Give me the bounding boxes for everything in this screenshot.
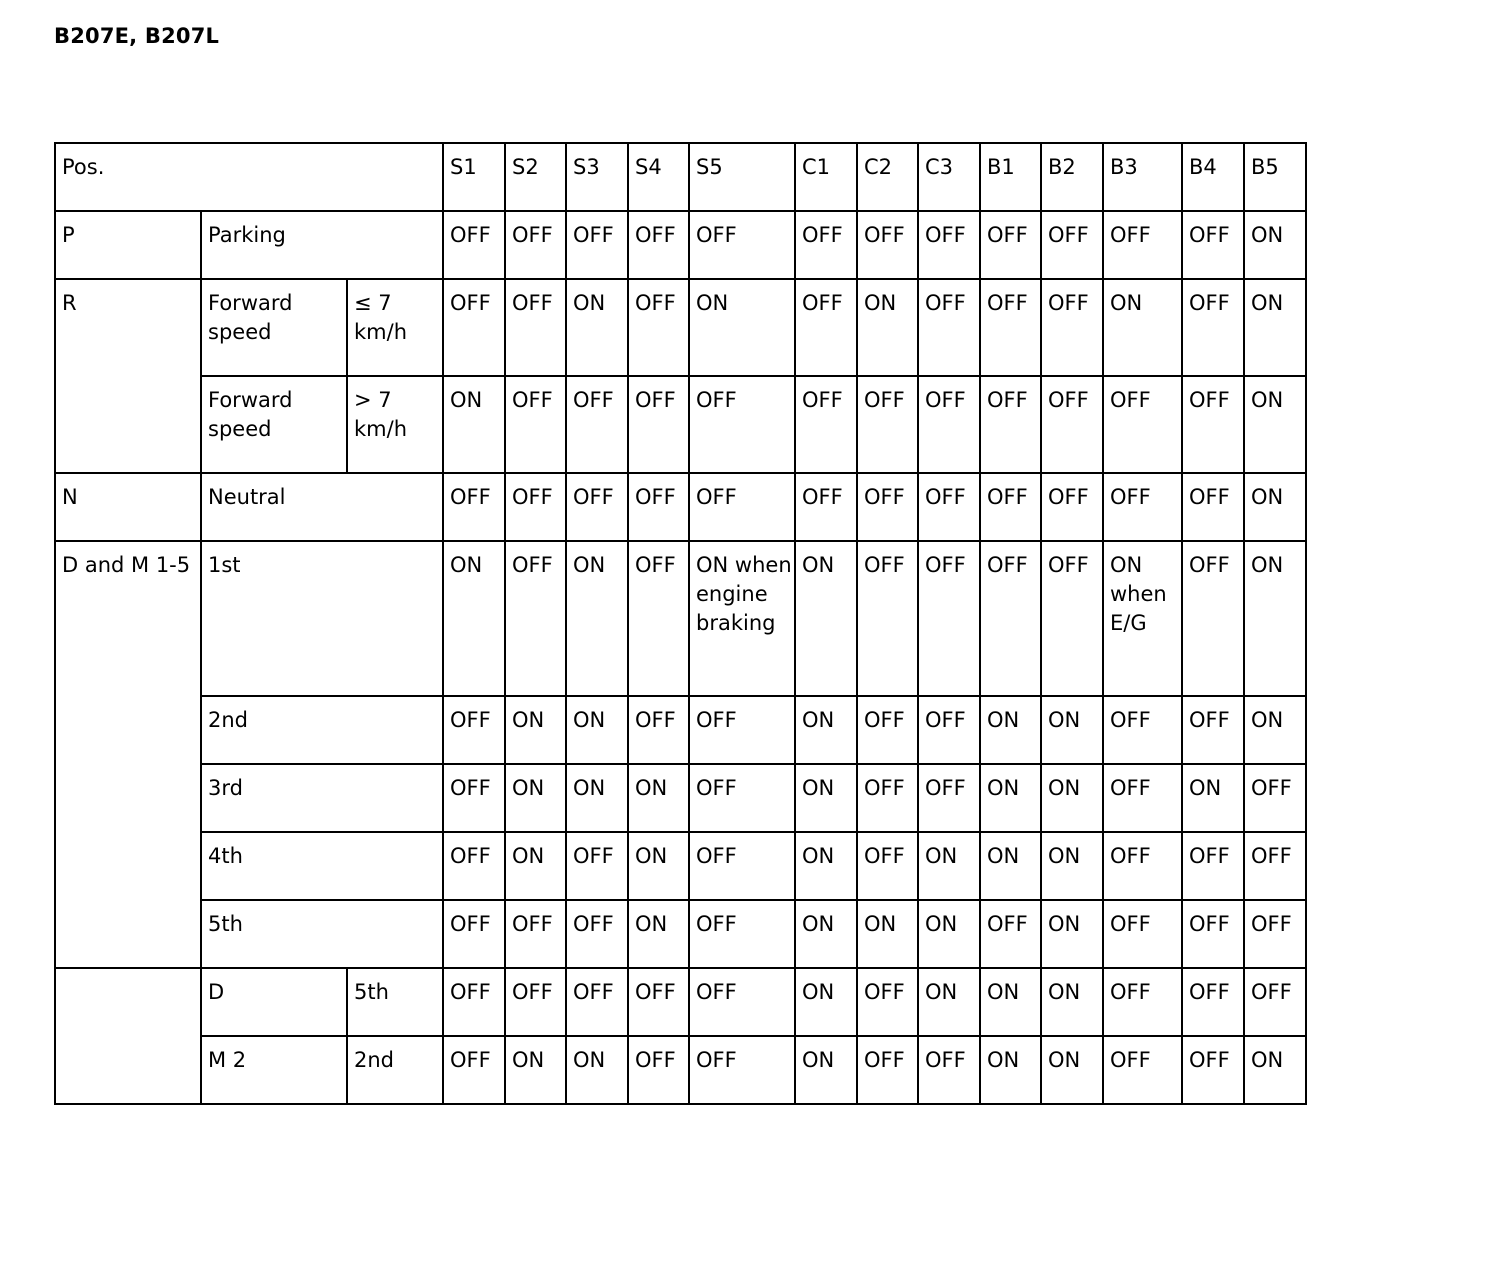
state-cell-b2: OFF: [1041, 473, 1103, 541]
state-cell-s2: OFF: [505, 541, 566, 696]
table-row-3rd: [55, 764, 1306, 832]
state-cell-c1: ON: [795, 1036, 857, 1104]
state-cell-c2: OFF: [857, 968, 918, 1036]
state-cell-s3: ON: [566, 1036, 628, 1104]
table-row-reverse-slow: [55, 279, 1306, 376]
state-cell-s5: OFF: [689, 376, 795, 473]
state-cell-b1: ON: [980, 764, 1041, 832]
condition-cell: 5th: [347, 968, 443, 1036]
state-cell-c1: ON: [795, 968, 857, 1036]
state-cell-c2: OFF: [857, 211, 918, 279]
state-cell-b3: OFF: [1103, 376, 1182, 473]
state-cell-s2: ON: [505, 696, 566, 764]
state-cell-s5: OFF: [689, 832, 795, 900]
state-cell-c1: OFF: [795, 473, 857, 541]
state-cell-c3: OFF: [918, 696, 980, 764]
state-cell-b2: ON: [1041, 764, 1103, 832]
state-cell-s4: OFF: [628, 473, 689, 541]
state-cell-s1: OFF: [443, 696, 505, 764]
header-b3: B3: [1103, 143, 1182, 211]
condition-cell: > 7 km/h: [347, 376, 443, 473]
state-cell-b4: OFF: [1182, 541, 1244, 696]
state-cell-c2: OFF: [857, 764, 918, 832]
table-row-m2-2nd: [55, 1036, 1306, 1104]
header-s3: S3: [566, 143, 628, 211]
state-cell-s2: OFF: [505, 211, 566, 279]
state-cell-b4: OFF: [1182, 900, 1244, 968]
state-cell-b1: OFF: [980, 473, 1041, 541]
state-cell-b5: OFF: [1244, 832, 1306, 900]
state-cell-s5: ON when engine braking: [689, 541, 795, 696]
state-cell-c3: OFF: [918, 473, 980, 541]
position-cell: P: [55, 211, 201, 279]
state-cell-b4: OFF: [1182, 211, 1244, 279]
state-cell-s1: OFF: [443, 211, 505, 279]
state-cell-b1: ON: [980, 1036, 1041, 1104]
state-cell-b5: ON: [1244, 376, 1306, 473]
state-cell-c2: OFF: [857, 832, 918, 900]
state-cell-c2: OFF: [857, 1036, 918, 1104]
state-cell-b1: OFF: [980, 211, 1041, 279]
state-cell-s5: OFF: [689, 211, 795, 279]
state-cell-s3: OFF: [566, 832, 628, 900]
state-cell-b1: OFF: [980, 376, 1041, 473]
header-b1: B1: [980, 143, 1041, 211]
state-cell-b5: ON: [1244, 1036, 1306, 1104]
state-cell-b2: ON: [1041, 1036, 1103, 1104]
state-cell-s5: OFF: [689, 900, 795, 968]
state-cell-b4: OFF: [1182, 968, 1244, 1036]
state-cell-c1: ON: [795, 764, 857, 832]
state-cell-c1: ON: [795, 832, 857, 900]
header-b4: B4: [1182, 143, 1244, 211]
state-cell-c2: ON: [857, 279, 918, 376]
state-cell-c3: ON: [918, 900, 980, 968]
state-cell-b5: OFF: [1244, 764, 1306, 832]
state-cell-b3: OFF: [1103, 696, 1182, 764]
state-cell-c1: ON: [795, 541, 857, 696]
state-cell-b1: OFF: [980, 900, 1041, 968]
state-cell-b3: OFF: [1103, 764, 1182, 832]
state-cell-c2: ON: [857, 900, 918, 968]
state-cell-b3: OFF: [1103, 473, 1182, 541]
state-cell-b5: OFF: [1244, 968, 1306, 1036]
description-cell: 4th: [201, 832, 443, 900]
header-b5: B5: [1244, 143, 1306, 211]
state-cell-s2: OFF: [505, 473, 566, 541]
state-cell-b1: OFF: [980, 541, 1041, 696]
state-cell-b2: OFF: [1041, 376, 1103, 473]
state-cell-b2: ON: [1041, 696, 1103, 764]
state-cell-s2: OFF: [505, 968, 566, 1036]
state-cell-b2: ON: [1041, 900, 1103, 968]
state-cell-s1: OFF: [443, 279, 505, 376]
state-cell-s3: ON: [566, 279, 628, 376]
state-cell-s1: OFF: [443, 968, 505, 1036]
state-cell-b5: ON: [1244, 473, 1306, 541]
description-cell: Forward speed: [201, 279, 347, 376]
state-cell-b4: OFF: [1182, 696, 1244, 764]
state-cell-b4: OFF: [1182, 473, 1244, 541]
state-cell-s4: ON: [628, 764, 689, 832]
state-cell-s2: ON: [505, 832, 566, 900]
state-cell-b5: ON: [1244, 211, 1306, 279]
header-c2: C2: [857, 143, 918, 211]
state-cell-s3: OFF: [566, 376, 628, 473]
description-cell: 3rd: [201, 764, 443, 832]
state-cell-s4: ON: [628, 900, 689, 968]
condition-cell: ≤ 7 km/h: [347, 279, 443, 376]
state-cell-b3: OFF: [1103, 968, 1182, 1036]
header-c3: C3: [918, 143, 980, 211]
state-cell-b1: ON: [980, 696, 1041, 764]
state-cell-b2: ON: [1041, 968, 1103, 1036]
state-cell-s1: OFF: [443, 1036, 505, 1104]
state-cell-b3: ON when E/G: [1103, 541, 1182, 696]
state-cell-s3: OFF: [566, 968, 628, 1036]
state-cell-s2: ON: [505, 764, 566, 832]
state-cell-s2: OFF: [505, 279, 566, 376]
state-cell-s2: ON: [505, 1036, 566, 1104]
state-cell-s1: ON: [443, 541, 505, 696]
state-cell-s2: OFF: [505, 900, 566, 968]
state-cell-s4: OFF: [628, 376, 689, 473]
state-cell-b3: OFF: [1103, 832, 1182, 900]
state-cell-s5: OFF: [689, 764, 795, 832]
description-cell: Neutral: [201, 473, 443, 541]
description-cell: Parking: [201, 211, 443, 279]
state-cell-b1: ON: [980, 968, 1041, 1036]
state-cell-b1: ON: [980, 832, 1041, 900]
state-cell-c1: OFF: [795, 376, 857, 473]
state-cell-c3: OFF: [918, 764, 980, 832]
description-cell: Forward speed: [201, 376, 347, 473]
state-cell-b5: ON: [1244, 279, 1306, 376]
position-cell: R: [55, 279, 201, 473]
header-c1: C1: [795, 143, 857, 211]
state-cell-s4: OFF: [628, 968, 689, 1036]
state-cell-s1: ON: [443, 376, 505, 473]
table-row-2nd: [55, 696, 1306, 764]
state-cell-s3: ON: [566, 696, 628, 764]
state-cell-b5: ON: [1244, 541, 1306, 696]
state-cell-c3: ON: [918, 968, 980, 1036]
state-cell-b4: OFF: [1182, 832, 1244, 900]
description-cell: 1st: [201, 541, 443, 696]
state-cell-s5: ON: [689, 279, 795, 376]
state-cell-s4: OFF: [628, 541, 689, 696]
header-s4: S4: [628, 143, 689, 211]
state-cell-b3: OFF: [1103, 900, 1182, 968]
position-cell: D and M 1-5: [55, 541, 201, 968]
state-cell-c1: ON: [795, 900, 857, 968]
description-cell: 2nd: [201, 696, 443, 764]
state-cell-c3: OFF: [918, 541, 980, 696]
state-cell-s4: ON: [628, 832, 689, 900]
state-cell-b3: OFF: [1103, 1036, 1182, 1104]
header-s5: S5: [689, 143, 795, 211]
table-header-row: [55, 143, 1306, 211]
state-cell-c3: OFF: [918, 279, 980, 376]
state-cell-c2: OFF: [857, 541, 918, 696]
state-cell-b2: ON: [1041, 832, 1103, 900]
state-cell-b4: ON: [1182, 764, 1244, 832]
header-pos: Pos.: [55, 143, 443, 211]
state-cell-s4: OFF: [628, 211, 689, 279]
state-cell-c1: OFF: [795, 279, 857, 376]
solenoid-state-table: [54, 142, 1307, 1105]
description-cell: D: [201, 968, 347, 1036]
table-row-d-5th: [55, 968, 1306, 1036]
table-row-parking: [55, 211, 1306, 279]
table-row-4th: [55, 832, 1306, 900]
state-cell-b4: OFF: [1182, 1036, 1244, 1104]
state-cell-c3: OFF: [918, 1036, 980, 1104]
state-cell-b5: ON: [1244, 696, 1306, 764]
table-row-reverse-fast: [55, 376, 1306, 473]
state-cell-b1: OFF: [980, 279, 1041, 376]
state-cell-b2: OFF: [1041, 541, 1103, 696]
state-cell-s2: OFF: [505, 376, 566, 473]
state-cell-b2: OFF: [1041, 211, 1103, 279]
table-row-5th: [55, 900, 1306, 968]
state-cell-b2: OFF: [1041, 279, 1103, 376]
state-cell-b4: OFF: [1182, 279, 1244, 376]
state-cell-s5: OFF: [689, 1036, 795, 1104]
header-s2: S2: [505, 143, 566, 211]
state-cell-s4: OFF: [628, 279, 689, 376]
state-cell-s3: OFF: [566, 473, 628, 541]
state-cell-s3: OFF: [566, 900, 628, 968]
state-cell-s1: OFF: [443, 832, 505, 900]
state-cell-s3: ON: [566, 541, 628, 696]
state-cell-b3: OFF: [1103, 211, 1182, 279]
header-b2: B2: [1041, 143, 1103, 211]
state-cell-c2: OFF: [857, 473, 918, 541]
table-row-neutral: [55, 473, 1306, 541]
state-cell-s5: OFF: [689, 696, 795, 764]
description-cell: 5th: [201, 900, 443, 968]
state-cell-s1: OFF: [443, 900, 505, 968]
header-s1: S1: [443, 143, 505, 211]
position-cell-empty: [55, 968, 201, 1104]
state-cell-c3: ON: [918, 832, 980, 900]
state-cell-c2: OFF: [857, 376, 918, 473]
state-cell-c2: OFF: [857, 696, 918, 764]
document-title: B207E, B207L: [54, 24, 220, 48]
state-cell-b3: ON: [1103, 279, 1182, 376]
state-cell-s3: ON: [566, 764, 628, 832]
position-cell: N: [55, 473, 201, 541]
state-cell-s5: OFF: [689, 473, 795, 541]
state-cell-c3: OFF: [918, 376, 980, 473]
description-cell: M 2: [201, 1036, 347, 1104]
state-cell-c1: ON: [795, 696, 857, 764]
state-cell-c1: OFF: [795, 211, 857, 279]
condition-cell: 2nd: [347, 1036, 443, 1104]
state-cell-s3: OFF: [566, 211, 628, 279]
state-cell-s1: OFF: [443, 764, 505, 832]
state-cell-b4: OFF: [1182, 376, 1244, 473]
state-cell-s5: OFF: [689, 968, 795, 1036]
state-cell-s4: OFF: [628, 1036, 689, 1104]
state-cell-c3: OFF: [918, 211, 980, 279]
table-row-1st: [55, 541, 1306, 696]
state-cell-s4: OFF: [628, 696, 689, 764]
state-cell-b5: OFF: [1244, 900, 1306, 968]
state-cell-s1: OFF: [443, 473, 505, 541]
